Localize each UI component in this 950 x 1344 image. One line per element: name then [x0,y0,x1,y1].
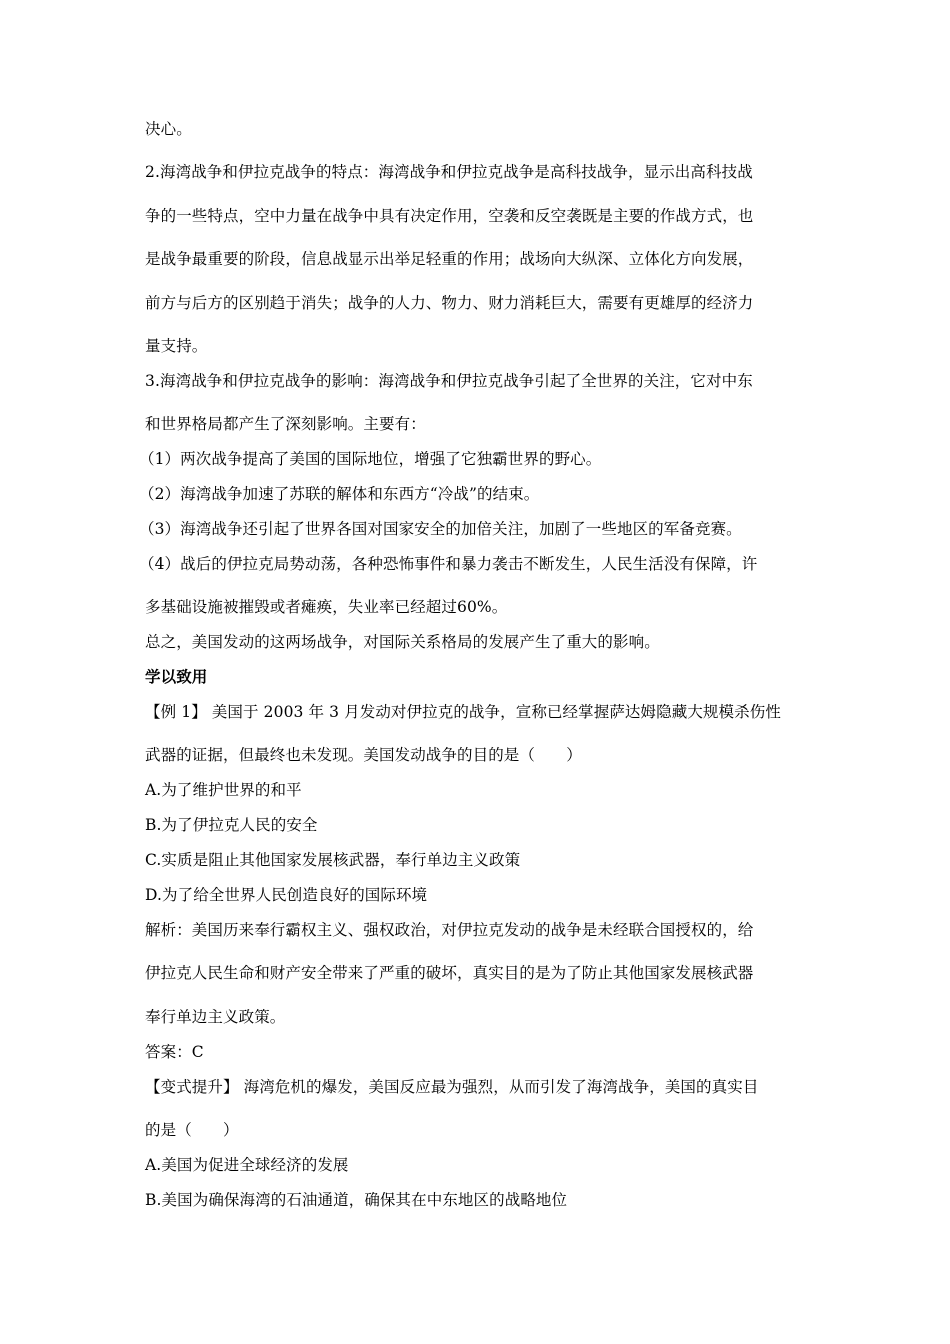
answer-option: A.为了维护世界的和平 [145,781,302,799]
text-line: 决心。 [145,120,192,138]
answer-option: B.美国为确保海湾的石油通道，确保其在中东地区的战略地位 [145,1191,568,1209]
answer-option: A.美国为促进全球经济的发展 [145,1156,349,1174]
section-heading: 学以致用 [145,668,208,686]
question-text: 【例 1】 美国于 2003 年 3 月发动对伊拉克的战争，宣称已经掌握萨达姆隐藏大规模杀伤性 [145,703,781,721]
text-line: 总之，美国发动的这两场战争，对国际关系格局的发展产生了重大的影响。 [145,633,660,651]
text-line: 前方与后方的区别趋于消失；战争的人力、物力、财力消耗巨大，需要有更雄厚的经济力 [145,294,754,312]
analysis-text: 伊拉克人民生命和财产安全带来了严重的破坏，真实目的是为了防止其他国家发展核武器 [145,964,754,982]
analysis-text: 奉行单边主义政策。 [145,1008,286,1026]
list-item: （1）两次战争提高了美国的国际地位，增强了它独霸世界的野心。 [139,450,602,468]
question-text: 【变式提升】 海湾危机的爆发，美国反应最为强烈，从而引发了海湾战争，美国的真实目 [145,1078,759,1096]
answer-option: B.为了伊拉克人民的安全 [145,816,318,834]
answer-option: C.实质是阻止其他国家发展核武器，奉行单边主义政策 [145,851,521,869]
question-text: 武器的证据，但最终也未发现。美国发动战争的目的是（ ） [145,746,582,764]
text-line: 是战争最重要的阶段，信息战显示出举足轻重的作用；战场向大纵深、立体化方向发展， [145,250,754,268]
text-line: 多基础设施被摧毁或者瘫痪，失业率已经超过60%。 [145,598,508,616]
answer-option: D.为了给全世界人民创造良好的国际环境 [145,886,428,904]
text-line: 3.海湾战争和伊拉克战争的影响：海湾战争和伊拉克战争引起了全世界的关注，它对中东 [145,372,753,390]
list-item: （4）战后的伊拉克局势动荡，各种恐怖事件和暴力袭击不断发生，人民生活没有保障，许 [139,555,758,573]
question-text: 的是（ ） [145,1121,239,1139]
text-line: 量支持。 [145,337,208,355]
answer-text: 答案：C [145,1043,204,1061]
text-line: 2.海湾战争和伊拉克战争的特点：海湾战争和伊拉克战争是高科技战争，显示出高科技战 [145,163,753,181]
list-item: （3）海湾战争还引起了世界各国对国家安全的加倍关注，加剧了一些地区的军备竞赛。 [139,520,742,538]
text-line: 和世界格局都产生了深刻影响。主要有： [145,415,426,433]
list-item: （2）海湾战争加速了苏联的解体和东西方“冷战”的结束。 [139,485,540,503]
text-line: 争的一些特点，空中力量在战争中具有决定作用，空袭和反空袭既是主要的作战方式，也 [145,207,754,225]
analysis-text: 解析：美国历来奉行霸权主义、强权政治，对伊拉克发动的战争是未经联合国授权的，给 [145,921,754,939]
